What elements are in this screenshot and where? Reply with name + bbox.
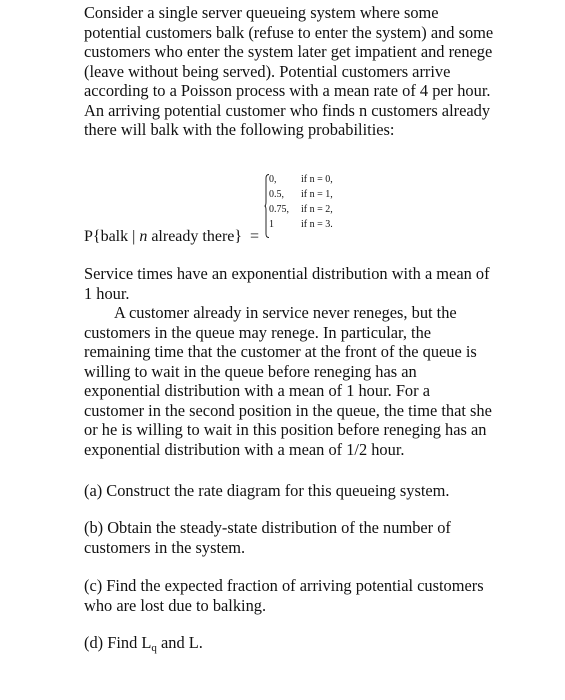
- case-condition: if n = 0,: [301, 174, 333, 185]
- question-a: (a) Construct the rate diagram for this queueing system.: [84, 481, 450, 500]
- balk-probability-formula: [84, 172, 494, 244]
- intro-paragraph: Consider a single server queueing system where some potential customers balk (refuse to enter the system) and some customers who enter the system later get impatient and renege (leave without being served). Potential customers arrive according to a Poisson process with a mean rate of 4 per hour. An arriving potential customer who finds n customers already there will balk with the following probabilities:: [84, 3, 494, 139]
- service-paragraph: Service times have an exponential distribution with a mean of 1 hour.: [84, 264, 490, 303]
- question-c: (c) Find the expected fraction of arriving potential customers who are lost due to balking.: [84, 576, 484, 615]
- case-value: 0.5,: [269, 189, 284, 200]
- case-value: 0,: [269, 174, 277, 185]
- question-d-suffix: and L.: [156, 633, 203, 652]
- renege-paragraph: A customer already in service never reneges, but the customers in the queue may renege. In particular, the remaining time that the customer at the front of the queue is willing to wait in the queue before reneging has an exponential distribution with a mean of 1 hour. For a customer in the second position in the queue, the time that she or he is willing to wait in this position before reneging has an exponential distribution with a mean of 1/2 hour.: [84, 303, 492, 459]
- question-b: (b) Obtain the steady-state distribution of the number of customers in the system.: [84, 518, 451, 557]
- question-d-prefix: (d) Find L: [84, 633, 152, 652]
- question-d: [84, 633, 494, 659]
- case-value: 1: [269, 219, 274, 230]
- case-condition: if n = 2,: [301, 204, 333, 215]
- case-condition: if n = 3.: [301, 219, 333, 230]
- formula-lhs-prefix: P{balk |: [84, 228, 140, 245]
- formula-lhs-suffix: already there}: [147, 228, 243, 245]
- formula-lhs: [84, 228, 242, 246]
- case-condition: if n = 1,: [301, 189, 333, 200]
- formula-lhs-variable: n: [139, 228, 148, 245]
- case-value: 0.75,: [269, 204, 289, 215]
- formula-equals: =: [250, 228, 260, 245]
- question-d-subscript: q: [151, 642, 157, 654]
